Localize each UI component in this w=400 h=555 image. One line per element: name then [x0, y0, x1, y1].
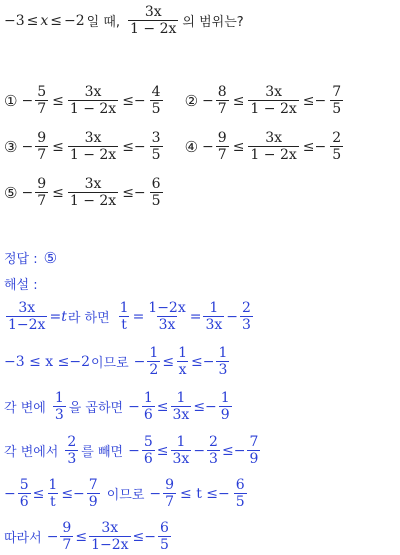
s5-lead: −: [4, 485, 16, 502]
s1-f2-den: t: [121, 317, 127, 334]
option-1[interactable]: [4, 84, 165, 117]
solution-step-5: [4, 477, 249, 510]
option-1-left-sign: −: [21, 92, 34, 109]
option-5-mark: ⑤: [4, 183, 18, 202]
answer-line: [4, 248, 61, 267]
option-5-left-den: 7: [37, 193, 47, 210]
option-5-mid-den: 1 − 2x: [69, 193, 117, 210]
option-2-mid-den: 1 − 2x: [250, 101, 297, 118]
s5-f5-den: 5: [235, 494, 245, 511]
s6-le1: ≤: [75, 528, 88, 545]
s3-lead: −: [128, 398, 140, 415]
option-2-mid-num: 3x: [265, 84, 282, 100]
question-cond-var: x: [40, 12, 49, 29]
option-5-rel1: ≤: [52, 184, 64, 201]
question-cond-le1: ≤: [26, 12, 39, 29]
s2-text: 이므로: [90, 356, 129, 372]
option-4-mark: ④: [184, 137, 199, 156]
s3-f2-num: 1: [176, 390, 186, 406]
option-1-rel2: ≤−: [122, 92, 146, 109]
solution-step-6: [4, 520, 173, 553]
option-4-left-num: 9: [217, 130, 227, 146]
solution-label: 해설 :: [4, 278, 38, 293]
option-3-right-den: 5: [151, 147, 161, 164]
solution-step-3: [4, 390, 234, 423]
s1-f3-den: 3x: [158, 317, 176, 334]
option-1-rel1: ≤: [52, 92, 64, 109]
s1-f5-den: 3: [242, 317, 251, 334]
s4-frac-den: 3: [67, 451, 77, 468]
question-cond-suffix: 일 때,: [86, 15, 121, 31]
option-4-right-den: 5: [332, 147, 342, 164]
s5-f4-num: 9: [165, 477, 175, 493]
option-4[interactable]: [185, 130, 346, 163]
solution-step-2: [4, 345, 231, 378]
solution-step-1: [4, 300, 255, 333]
s5-f1-den: 6: [19, 494, 29, 511]
option-4-left-sign: −: [202, 138, 214, 155]
option-3[interactable]: [4, 130, 165, 163]
option-1-right-num: 4: [151, 84, 161, 100]
s5-f3-num: 7: [88, 477, 98, 493]
s3-f1-den: 6: [143, 407, 153, 424]
s1-f5-num: 2: [242, 300, 251, 316]
s3-text1: 각 변에: [4, 401, 46, 417]
option-3-mid-num: 3x: [84, 130, 102, 146]
s6-text: 따라서: [4, 531, 42, 547]
s3-le2: ≤−: [193, 398, 217, 415]
s1-minus: −: [226, 308, 239, 325]
s5-ineq: ≤ t ≤−: [180, 485, 230, 502]
s5-le1: ≤: [32, 485, 45, 502]
s1-f2-num: 1: [119, 300, 129, 316]
option-4-mid-num: 3x: [265, 130, 282, 146]
option-2-rel1: ≤: [232, 92, 245, 109]
option-3-left-num: 9: [37, 130, 47, 146]
s6-f1-den: 7: [62, 537, 72, 554]
s2-f3-num: 1: [218, 345, 228, 361]
option-4-right-num: 2: [332, 130, 342, 146]
option-4-rel2: ≤−: [302, 138, 327, 155]
option-5-right-den: 5: [151, 193, 161, 210]
s5-lead2: −: [149, 485, 162, 502]
s5-f4-den: 7: [165, 494, 175, 511]
option-5-mid-num: 3x: [84, 176, 102, 192]
s6-f1-num: 9: [62, 520, 72, 536]
answer-label: 정답 :: [4, 252, 38, 267]
s3-frac-den: 3: [54, 407, 64, 424]
option-2-left-den: 7: [217, 101, 227, 118]
s1-f1-num: 3x: [18, 300, 36, 316]
s4-text1: 각 변에서: [4, 445, 59, 461]
option-3-rel1: ≤: [52, 138, 64, 155]
option-1-left-num: 5: [37, 84, 47, 100]
option-5-right-num: 6: [151, 176, 161, 192]
options-row-2: [4, 130, 345, 163]
question-cond-left: −3: [4, 12, 25, 29]
s4-minus: −: [193, 442, 206, 459]
s4-f1-num: 5: [143, 434, 153, 450]
s6-f3-num: 6: [160, 520, 169, 536]
option-2-left-num: 8: [217, 84, 227, 100]
option-3-left-den: 7: [37, 147, 47, 164]
s4-le2: ≤−: [221, 442, 246, 459]
question-tail: 의 범위는?: [182, 15, 244, 31]
s3-f1-num: 1: [143, 390, 153, 406]
option-5-left-sign: −: [21, 184, 34, 201]
option-1-mark: ①: [4, 91, 18, 110]
s2-f3-den: 3: [218, 362, 228, 379]
option-4-rel1: ≤: [232, 138, 245, 155]
s6-f2-num: 3x: [101, 520, 119, 536]
question-frac-den: 1 − 2x: [130, 21, 177, 38]
s2-f2-den: x: [178, 362, 187, 379]
question-frac-num: 3x: [144, 4, 162, 20]
option-2-right-den: 5: [332, 101, 342, 118]
s1-eq3: =: [189, 308, 202, 325]
s4-text2: 를 빼면: [81, 445, 124, 461]
s1-t: t: [61, 308, 67, 325]
question-line: [4, 4, 244, 37]
option-5-left-num: 9: [37, 176, 47, 192]
s4-f2-den: 3x: [172, 451, 190, 468]
question-fraction: [128, 4, 178, 37]
option-2-rel2: ≤−: [302, 92, 327, 109]
option-5[interactable]: [4, 176, 165, 209]
s3-text2: 을 곱하면: [68, 401, 124, 417]
option-3-right-num: 3: [151, 130, 161, 146]
s4-le1: ≤: [156, 442, 169, 459]
s6-f2-den: 1−2x: [91, 537, 129, 554]
s1-eq2: =: [132, 308, 145, 325]
s1-f1-den: 1−2x: [8, 317, 46, 334]
s4-f4-num: 7: [249, 434, 259, 450]
solution-label-line: [4, 274, 38, 293]
s3-f3-num: 1: [220, 390, 230, 406]
s1-f4-den: 3x: [205, 317, 223, 334]
options-row-1: [4, 84, 345, 117]
option-2[interactable]: [185, 84, 346, 117]
answer-value: ⑤: [43, 248, 58, 267]
s4-frac-num: 2: [67, 434, 77, 450]
s2-lead: −: [133, 353, 146, 370]
option-2-mark: ②: [184, 91, 199, 110]
s4-f2-num: 1: [176, 434, 186, 450]
s5-f5-num: 6: [235, 477, 245, 493]
solution-step-4: [4, 434, 262, 467]
s5-f3-den: 9: [88, 494, 98, 511]
s2-f2-num: 1: [178, 345, 187, 361]
option-3-rel2: ≤−: [122, 138, 146, 155]
s6-f3-den: 5: [160, 537, 169, 554]
option-1-mid-den: 1 − 2x: [69, 101, 117, 118]
s5-text: 이므로: [106, 488, 145, 504]
s1-f4-num: 1: [209, 300, 219, 316]
option-4-left-den: 7: [217, 147, 227, 164]
s2-f1-num: 1: [149, 345, 159, 361]
s5-f2-num: 1: [48, 477, 58, 493]
s1-text: 라 하면: [67, 311, 110, 327]
s4-lead: −: [128, 442, 140, 459]
option-2-left-sign: −: [202, 92, 214, 109]
s5-le2: ≤−: [61, 485, 85, 502]
s6-le2: ≤−: [132, 528, 156, 545]
s1-f3-num: 1−2x: [148, 300, 186, 316]
s4-f4-den: 9: [249, 451, 259, 468]
option-1-mid-num: 3x: [84, 84, 102, 100]
s2-ineq: −3 ≤ x ≤−2: [4, 353, 90, 370]
s4-f1-den: 6: [143, 451, 153, 468]
option-2-right-num: 7: [332, 84, 342, 100]
s3-f3-den: 9: [220, 407, 230, 424]
s3-frac-num: 1: [54, 390, 64, 406]
option-1-right-den: 5: [151, 101, 161, 118]
s3-f2-den: 3x: [172, 407, 190, 424]
s4-f3-num: 2: [209, 434, 218, 450]
question-cond-le2: ≤: [50, 12, 63, 29]
option-3-left-sign: −: [21, 138, 34, 155]
s2-le2: ≤−: [190, 353, 215, 370]
s6-lead: −: [46, 528, 59, 545]
s1-eq1: =: [49, 308, 62, 325]
option-1-left-den: 7: [37, 101, 47, 118]
question-cond-right: −2: [64, 12, 85, 29]
s2-le1: ≤: [162, 353, 175, 370]
option-3-mid-den: 1 − 2x: [69, 147, 117, 164]
option-4-mid-den: 1 − 2x: [250, 147, 297, 164]
option-3-mark: ③: [4, 137, 18, 156]
s4-f3-den: 3: [209, 451, 218, 468]
s5-f1-num: 5: [19, 477, 29, 493]
option-5-rel2: ≤−: [122, 184, 146, 201]
s3-le1: ≤: [156, 398, 169, 415]
s5-f2-den: t: [50, 494, 56, 511]
options-row-3: [4, 176, 165, 209]
s2-f1-den: 2: [149, 362, 159, 379]
